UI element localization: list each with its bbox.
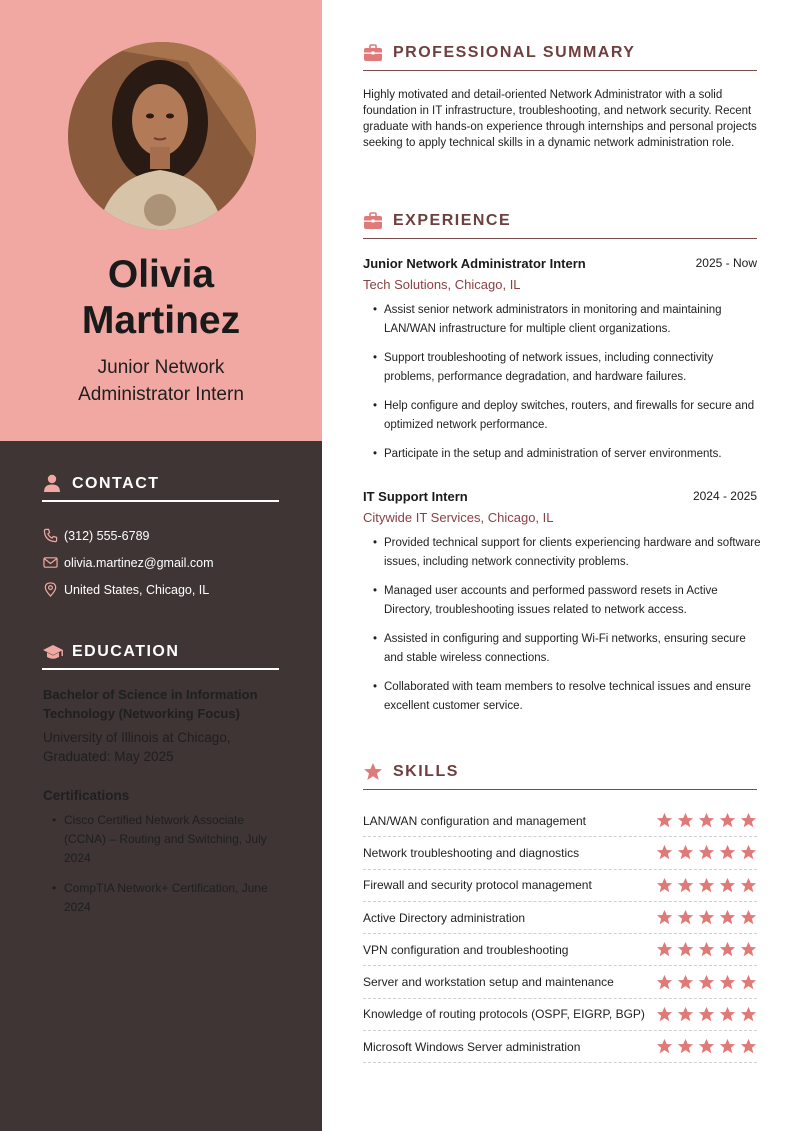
email-text: olivia.martinez@gmail.com [64,555,214,570]
skill-row [363,837,757,869]
sidebar-header [0,0,322,441]
job-bullet: • Participate in the setup and administration of server environments. [373,445,765,464]
candidate-role: Junior Network Administrator Intern [78,357,244,405]
star-icon [740,909,757,926]
star-icon [656,1038,673,1055]
map-pin-icon [43,582,58,597]
star-icon [656,941,673,958]
skill-name: Network troubleshooting and diagnostics [363,845,580,860]
job-title: IT Support Intern [363,489,468,504]
summary-text: Highly motivated and detail-oriented Network Administrator with a solid foundation in IT infrastructure, troubleshooting, and network security. Recent graduate with hands-on experience through internships and personal projects seeking to apply technical skills in a dynamic network administration role. [363,89,757,149]
school-info: University of Illinois at Chicago, Graduated: May 2025 [43,730,231,764]
star-icon [719,1038,736,1055]
star-icon [677,1006,694,1023]
job-bullet: • Assisted in configuring and supporting Wi-Fi networks, ensuring secure and stable wireless connections. [373,630,765,667]
sidebar-body [0,441,322,1131]
job-bullet: • Support troubleshooting of network issues, including connectivity problems, performance degradation, and hardware failures. [373,349,765,386]
sidebar [0,0,322,1131]
star-icon [719,941,736,958]
star-icon [677,844,694,861]
star-icon [698,1038,715,1055]
candidate-name [0,252,322,344]
certification-item: • Cisco Certified Network Associate (CCNA) – Routing and Switching, July 2024 [52,811,287,868]
skill-rating [652,844,757,861]
skill-row [363,966,757,998]
star-icon [677,812,694,829]
star-icon [698,877,715,894]
contact-email[interactable] [43,555,214,570]
education-heading-text: EDUCATION [72,643,180,660]
location-text: United States, Chicago, IL [64,582,210,597]
degree-title: Bachelor of Science in Information Technology (Networking Focus) [43,687,258,721]
skill-rating [652,1038,757,1055]
skill-name: LAN/WAN configuration and management [363,813,587,828]
skill-rating [652,877,757,894]
star-icon [656,812,673,829]
star-icon [677,877,694,894]
star-icon [698,1006,715,1023]
first-name: Olivia [107,253,215,296]
job-dates: 2024 - 2025 [692,489,757,503]
star-icon [719,909,736,926]
person-icon [42,473,64,495]
star-icon [677,1038,694,1055]
star-icon [740,1006,757,1023]
job-bullet: • Managed user accounts and performed password resets in Active Directory, troubleshooting issues related to network access. [373,582,765,619]
phone-icon [43,528,58,543]
skill-rating [652,941,757,958]
star-icon [719,877,736,894]
skill-rating [652,909,757,926]
skill-rating [652,1006,757,1023]
job-company: Citywide IT Services, Chicago, IL [363,510,554,525]
star-icon [698,812,715,829]
job-company: Tech Solutions, Chicago, IL [363,277,521,292]
skill-name: Knowledge of routing protocols (OSPF, EIGRP, BGP) [363,1007,645,1022]
skill-row [363,934,757,966]
star-icon [740,941,757,958]
star-icon [656,974,673,991]
summary-heading-text: PROFESSIONAL SUMMARY [393,44,636,61]
star-icon [740,1038,757,1055]
job-bullet: • Provided technical support for clients experiencing hardware and software issues, including network connectivity problems. [373,534,765,571]
star-icon [719,812,736,829]
education-heading [42,641,279,670]
job-bullet: • Assist senior network administrators in monitoring and maintaining LAN/WAN infrastructure for multiple client organizations. [373,301,765,338]
skills-list [363,805,757,1063]
certification-item: • CompTIA Network+ Certification, June 2024 [52,879,287,917]
skill-row [363,999,757,1031]
skill-rating [652,974,757,991]
skill-rating [652,812,757,829]
star-icon [719,1006,736,1023]
star-icon [740,974,757,991]
skills-heading [363,762,757,790]
envelope-icon [43,555,58,570]
skill-row [363,870,757,902]
profile-photo [68,42,256,230]
certifications-heading: Certifications [43,788,130,803]
star-icon [740,812,757,829]
star-icon [719,844,736,861]
briefcase-icon [363,43,383,63]
star-icon [740,877,757,894]
experience-heading-text: EXPERIENCE [393,212,512,229]
star-icon [677,909,694,926]
star-icon [677,974,694,991]
job-responsibilities [373,534,765,726]
briefcase-icon [363,211,383,231]
skill-row [363,1031,757,1063]
certifications-list [52,811,287,928]
skill-name: Active Directory administration [363,910,526,925]
star-icon [363,762,383,782]
job-bullet: • Collaborated with team members to resolve technical issues and ensure excellent customer service. [373,678,765,715]
skill-name: Server and workstation setup and maintenance [363,975,614,990]
experience-heading [363,211,757,239]
contact-phone[interactable] [43,528,149,543]
graduation-cap-icon [42,641,64,663]
star-icon [656,844,673,861]
star-icon [656,909,673,926]
job-responsibilities [373,301,765,475]
skill-name: Firewall and security protocol management [363,878,592,893]
skill-row [363,805,757,837]
star-icon [656,1006,673,1023]
contact-heading-text: CONTACT [72,475,160,492]
job-dates: 2025 - Now [695,256,757,270]
contact-location [43,582,209,597]
phone-text: (312) 555-6789 [64,528,150,543]
skill-name: VPN configuration and troubleshooting [363,942,569,957]
skill-name: Microsoft Windows Server administration [363,1039,581,1054]
star-icon [698,844,715,861]
skill-row [363,902,757,934]
star-icon [698,941,715,958]
last-name: Martinez [81,299,241,342]
star-icon [719,974,736,991]
skills-heading-text: SKILLS [393,763,459,780]
star-icon [740,844,757,861]
summary-heading [363,43,757,71]
star-icon [656,877,673,894]
job-title: Junior Network Administrator Intern [363,256,586,271]
star-icon [677,941,694,958]
star-icon [698,974,715,991]
contact-heading [42,473,279,502]
star-icon [698,909,715,926]
job-bullet: • Help configure and deploy switches, routers, and firewalls for secure and optimized network performance. [373,397,765,434]
